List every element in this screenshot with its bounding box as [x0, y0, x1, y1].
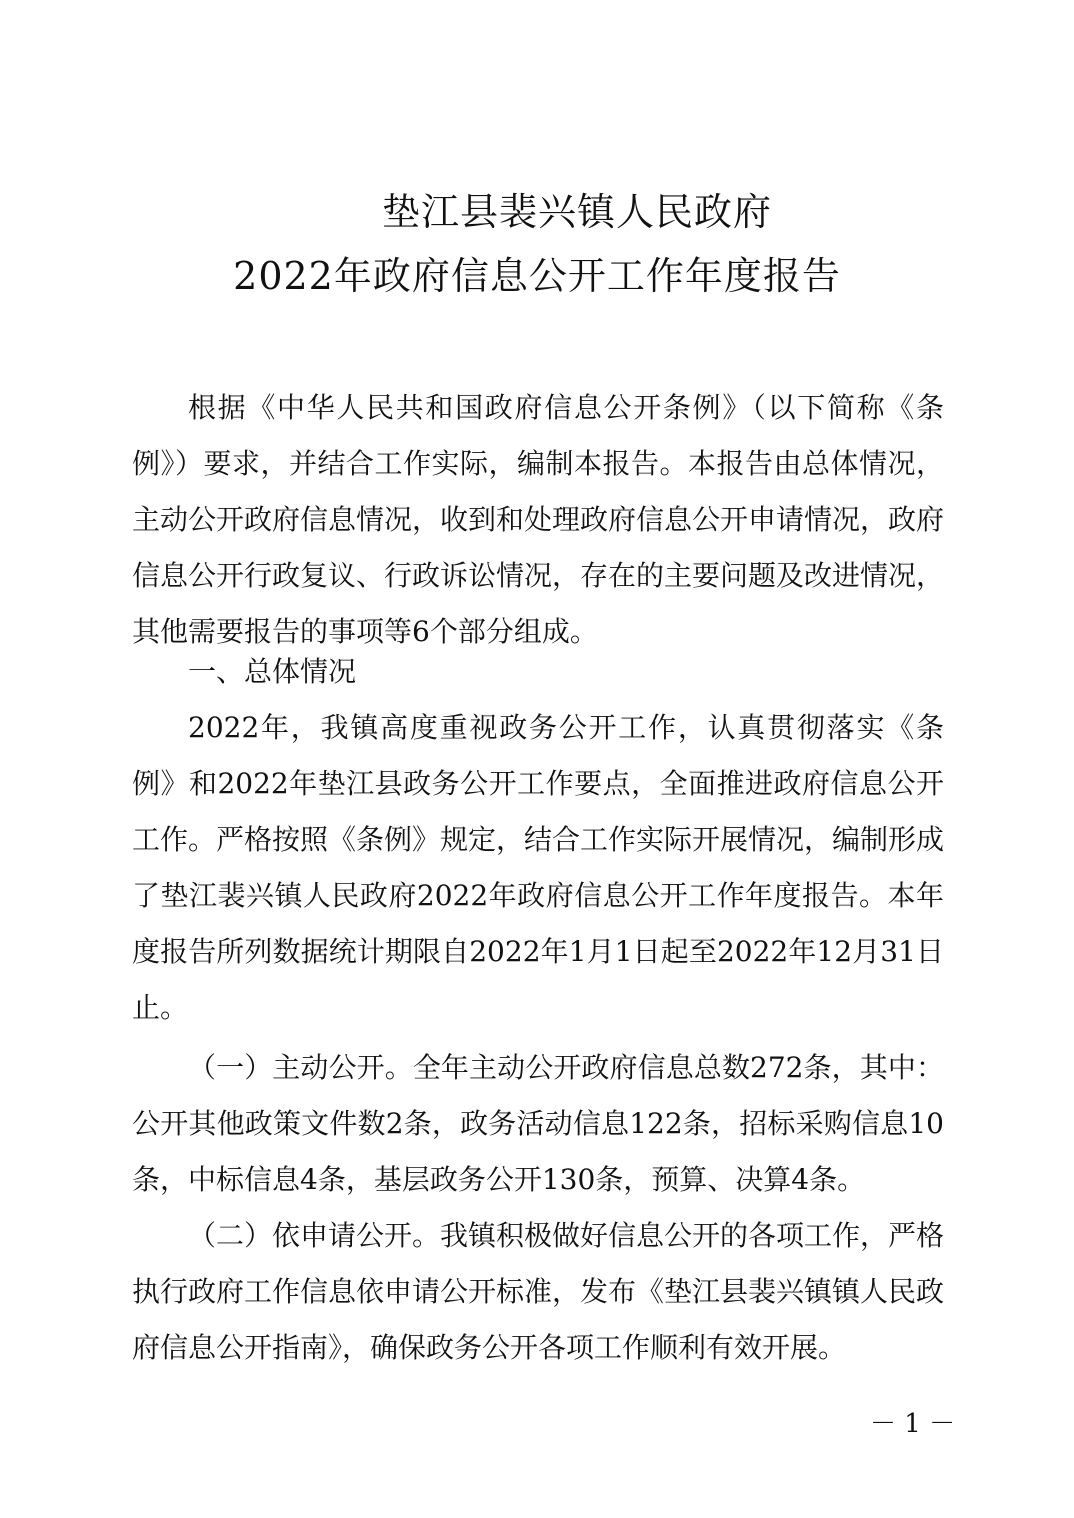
intro-paragraph [132, 380, 944, 660]
report-title-line2: 2022年政府信息公开工作年度报告 [233, 254, 841, 298]
intro-text: 根据《中华人民共和国政府信息公开条例》（以下简称《条例》）要求，并结合工作实际，编制本报告。本报告由总体情况，主动公开政府信息情况，收到和处理政府信息公开申请情况，政府信息公开行政复议、行政诉讼情况，存在的主要问题及改进情况，其他需要报告的事项等6个部分组成。 [132, 391, 945, 648]
overview-text: 2022年，我镇高度重视政务公开工作，认真贯彻落实《条例》和2022年垫江县政务公开工作要点，全面推进政府信息公开工作。严格按照《条例》规定，结合工作实际开展情况，编制形成了垫江裴兴镇人民政府2022年政府信息公开工作年度报告。本年度报告所列数据统计期限自2022年1月1日起至2022年12月31日止。 [132, 711, 945, 1024]
active-disclosure-paragraph [132, 1040, 944, 1208]
application-disclosure-paragraph [132, 1208, 944, 1376]
page-number: － 1 － [870, 1409, 956, 1439]
active-disclosure-text: （一）主动公开。全年主动公开政府信息总数272条，其中：公开其他政策文件数2条，政务活动信息122条，招标采购信息10条，中标信息4条，基层政务公开130条，预算、决算4条。 [132, 1051, 944, 1196]
section-heading-overview [132, 644, 944, 700]
application-disclosure-text: （二）依申请公开。我镇积极做好信息公开的各项工作，严格执行政府工作信息依申请公开标准，发布《垫江县裴兴镇镇人民政府信息公开指南》，确保政务公开各项工作顺利有效开展。 [132, 1219, 945, 1364]
report-title-line1: 垫江县裴兴镇人民政府 [381, 190, 772, 234]
section-heading-text: 一、总体情况 [188, 655, 357, 688]
overview-paragraph [132, 700, 944, 1036]
